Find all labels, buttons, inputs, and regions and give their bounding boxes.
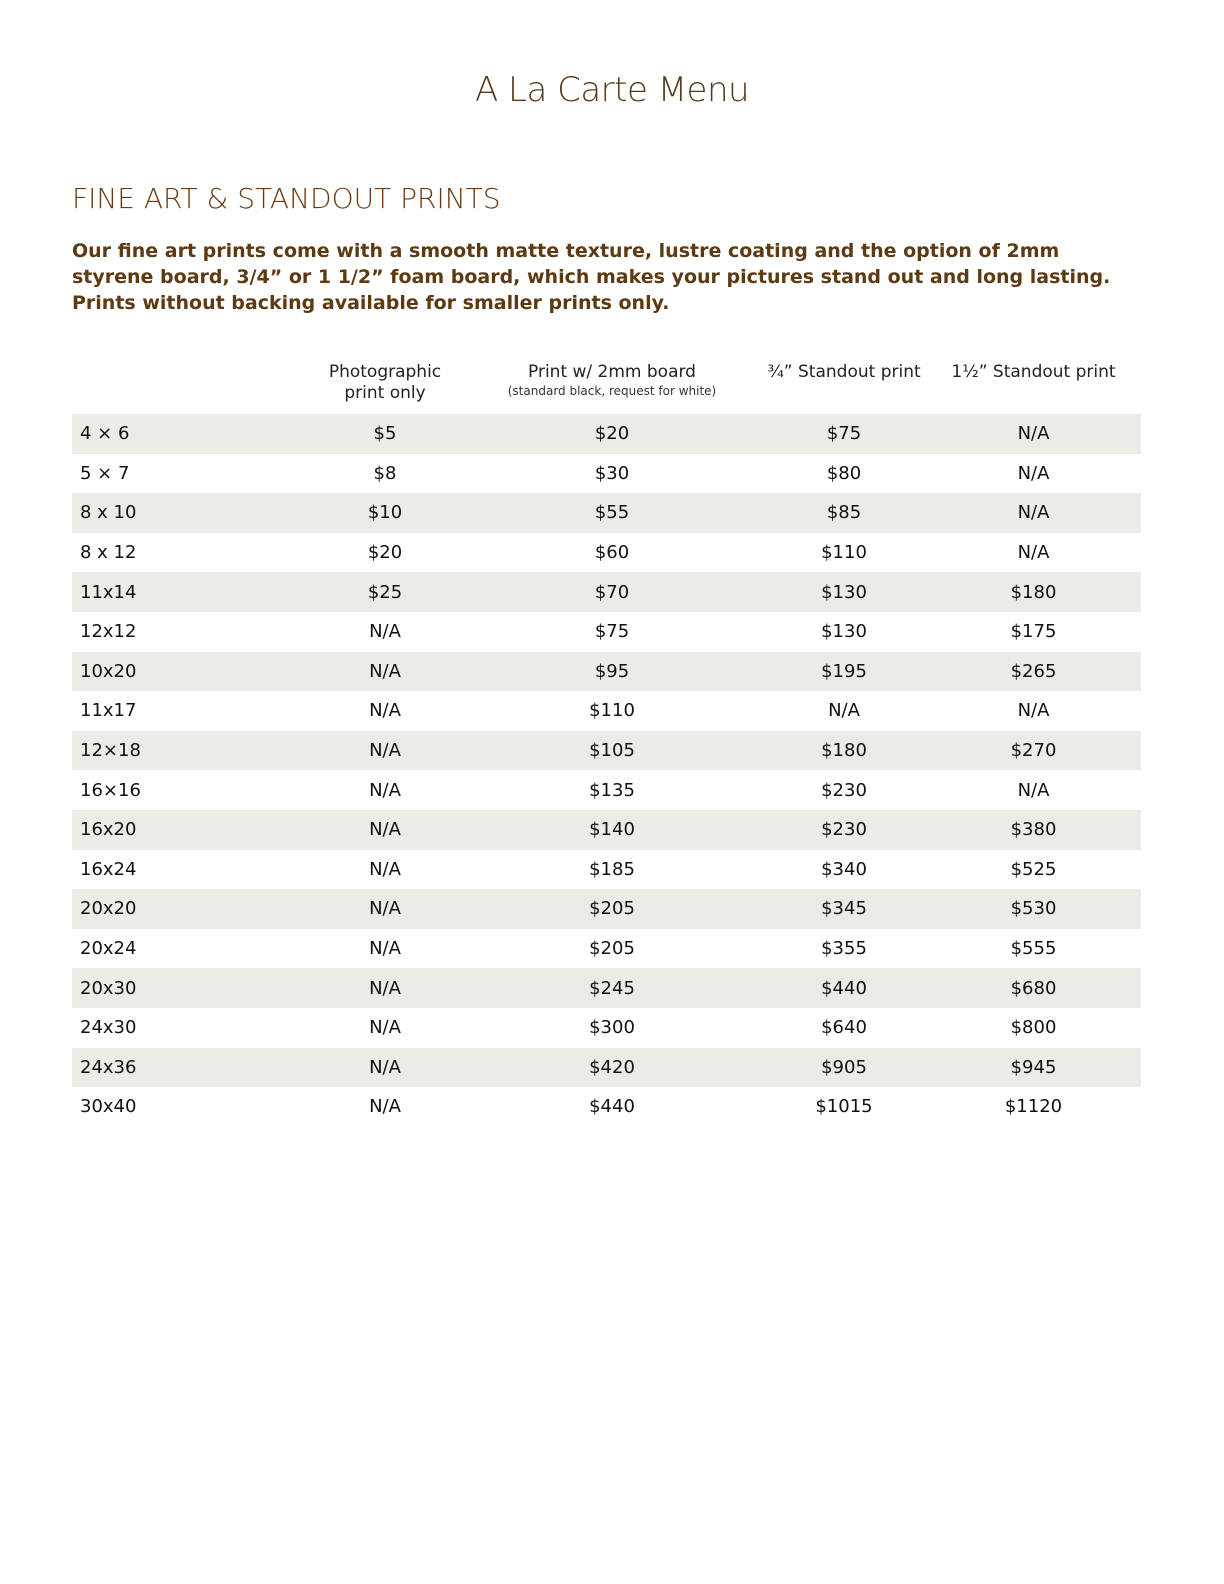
size-cell: 20x20 [72, 889, 308, 929]
three-quarter-standout-price-cell: $230 [762, 810, 926, 850]
three-quarter-standout-price-cell: $905 [762, 1048, 926, 1088]
table-row [72, 493, 1141, 533]
table-row [72, 414, 1141, 454]
photographic-price-cell: N/A [369, 779, 401, 801]
three-quarter-standout-price-cell: N/A [828, 700, 860, 722]
one-half-standout-price-cell: $1120 [1004, 1096, 1063, 1118]
one-half-standout-price-cell: N/A [1017, 462, 1050, 484]
header-print-2mm-board: Print w/ 2mm board (standard black, request for white) [462, 362, 762, 414]
size-cell: 16×16 [80, 779, 141, 801]
one-half-standout-price-cell: $530 [926, 889, 1141, 929]
table-row [72, 691, 1141, 731]
table-row [72, 968, 1141, 1008]
photographic-price-cell: N/A [369, 858, 401, 880]
size-cell: 4 × 6 [72, 414, 308, 454]
board-price-cell: $60 [594, 542, 630, 564]
size-cell: 11x14 [72, 572, 308, 612]
board-price-cell: $135 [589, 779, 635, 801]
board-price-cell: $75 [594, 621, 630, 643]
photographic-price-cell: N/A [369, 1096, 401, 1118]
size-cell: 20x30 [72, 968, 308, 1008]
size-cell: 12x12 [80, 621, 137, 643]
board-price-cell: $30 [594, 462, 630, 484]
three-quarter-standout-price-cell: $85 [762, 493, 926, 533]
size-cell: 5 × 7 [80, 462, 130, 484]
header-three-quarter-standout: ¾” Standout print [767, 362, 921, 382]
three-quarter-standout-price-cell: $440 [762, 968, 926, 1008]
photographic-price-cell: N/A [369, 1017, 401, 1039]
table-row [72, 770, 1141, 810]
table-row [72, 810, 1141, 850]
header-one-half-standout: 1½” Standout print [951, 362, 1116, 382]
board-price-cell: $245 [462, 968, 762, 1008]
photographic-price-cell: $10 [308, 493, 462, 533]
photographic-price-cell: N/A [308, 968, 462, 1008]
three-quarter-standout-price-cell: $80 [826, 462, 862, 484]
photographic-price-cell: N/A [369, 700, 401, 722]
board-price-cell: $440 [589, 1096, 635, 1118]
board-price-cell: $205 [462, 889, 762, 929]
table-row [72, 929, 1141, 969]
section-description: Our fine art prints come with a smooth matte texture, lustre coating and the option of 2mm styrene board, 3/4” or 1 1/2” foam board, which makes your pictures stand out and long lasting. Prints without backing available for smaller prints only. [72, 240, 1111, 314]
size-cell: 8 x 12 [80, 542, 137, 564]
table-row [72, 572, 1141, 612]
three-quarter-standout-price-cell: $1015 [815, 1096, 873, 1118]
board-price-cell: $110 [589, 700, 635, 722]
table-row [72, 1008, 1141, 1048]
board-price-cell: $55 [462, 493, 762, 533]
three-quarter-standout-price-cell: $130 [821, 621, 867, 643]
size-cell: 16x20 [72, 810, 308, 850]
board-price-cell: $140 [462, 810, 762, 850]
one-half-standout-price-cell: N/A [1017, 542, 1050, 564]
photographic-price-cell: N/A [369, 621, 401, 643]
one-half-standout-price-cell: $270 [926, 731, 1141, 771]
photographic-price-cell: $8 [373, 462, 397, 484]
photographic-price-cell: N/A [308, 731, 462, 771]
photographic-price-cell: $5 [308, 414, 462, 454]
photographic-price-cell: N/A [308, 652, 462, 692]
three-quarter-standout-price-cell: $110 [821, 542, 867, 564]
photographic-price-cell: $20 [367, 542, 403, 564]
page-title: A La Carte Menu [474, 70, 750, 110]
size-cell: 20x24 [80, 938, 137, 960]
board-price-cell: $70 [462, 572, 762, 612]
table-row [72, 1087, 1141, 1127]
price-table [72, 362, 1141, 1127]
three-quarter-standout-price-cell: $130 [762, 572, 926, 612]
one-half-standout-price-cell: $180 [926, 572, 1141, 612]
one-half-standout-price-cell: $380 [926, 810, 1141, 850]
header-photographic-print: Photographic print only [328, 362, 442, 403]
table-row [72, 731, 1141, 771]
header-size [72, 362, 308, 414]
photographic-price-cell: $25 [308, 572, 462, 612]
one-half-standout-price-cell: N/A [1017, 779, 1050, 801]
table-row [72, 612, 1141, 652]
size-cell: 16x24 [80, 858, 137, 880]
board-price-cell: $205 [589, 938, 635, 960]
one-half-standout-price-cell: $265 [926, 652, 1141, 692]
table-row [72, 652, 1141, 692]
size-cell: 12×18 [72, 731, 308, 771]
three-quarter-standout-price-cell: $640 [821, 1017, 867, 1039]
three-quarter-standout-price-cell: $345 [762, 889, 926, 929]
one-half-standout-price-cell: $175 [1010, 621, 1057, 643]
table-row [72, 454, 1141, 494]
size-cell: 10x20 [72, 652, 308, 692]
board-price-cell: $300 [589, 1017, 635, 1039]
one-half-standout-price-cell: $680 [926, 968, 1141, 1008]
section-heading: FINE ART & STANDOUT PRINTS [72, 182, 501, 215]
three-quarter-standout-price-cell: $195 [762, 652, 926, 692]
header-row [72, 362, 1141, 414]
table-row [72, 533, 1141, 573]
photographic-price-cell: N/A [308, 1048, 462, 1088]
one-half-standout-price-cell: N/A [1017, 700, 1050, 722]
one-half-standout-price-cell: $945 [926, 1048, 1141, 1088]
photographic-price-cell: N/A [308, 889, 462, 929]
photographic-price-cell: N/A [369, 938, 401, 960]
one-half-standout-price-cell: $525 [1010, 858, 1057, 880]
size-cell: 11x17 [80, 700, 137, 722]
one-half-standout-price-cell: N/A [926, 493, 1141, 533]
three-quarter-standout-price-cell: $340 [821, 858, 867, 880]
one-half-standout-price-cell: $555 [1010, 938, 1057, 960]
header-print-2mm-board-note: (standard black, request for white) [507, 384, 717, 398]
board-price-cell: $95 [462, 652, 762, 692]
table-row [72, 889, 1141, 929]
board-price-cell: $420 [462, 1048, 762, 1088]
one-half-standout-price-cell: N/A [926, 414, 1141, 454]
board-price-cell: $105 [462, 731, 762, 771]
three-quarter-standout-price-cell: $355 [821, 938, 867, 960]
photographic-price-cell: N/A [308, 810, 462, 850]
size-cell: 24x30 [80, 1017, 137, 1039]
board-price-cell: $20 [462, 414, 762, 454]
table-row [72, 850, 1141, 890]
three-quarter-standout-price-cell: $75 [762, 414, 926, 454]
three-quarter-standout-price-cell: $230 [821, 779, 867, 801]
size-cell: 8 x 10 [72, 493, 308, 533]
table-row [72, 1048, 1141, 1088]
three-quarter-standout-price-cell: $180 [762, 731, 926, 771]
size-cell: 24x36 [72, 1048, 308, 1088]
one-half-standout-price-cell: $800 [1010, 1017, 1057, 1039]
board-price-cell: $185 [589, 858, 635, 880]
size-cell: 30x40 [80, 1096, 137, 1118]
